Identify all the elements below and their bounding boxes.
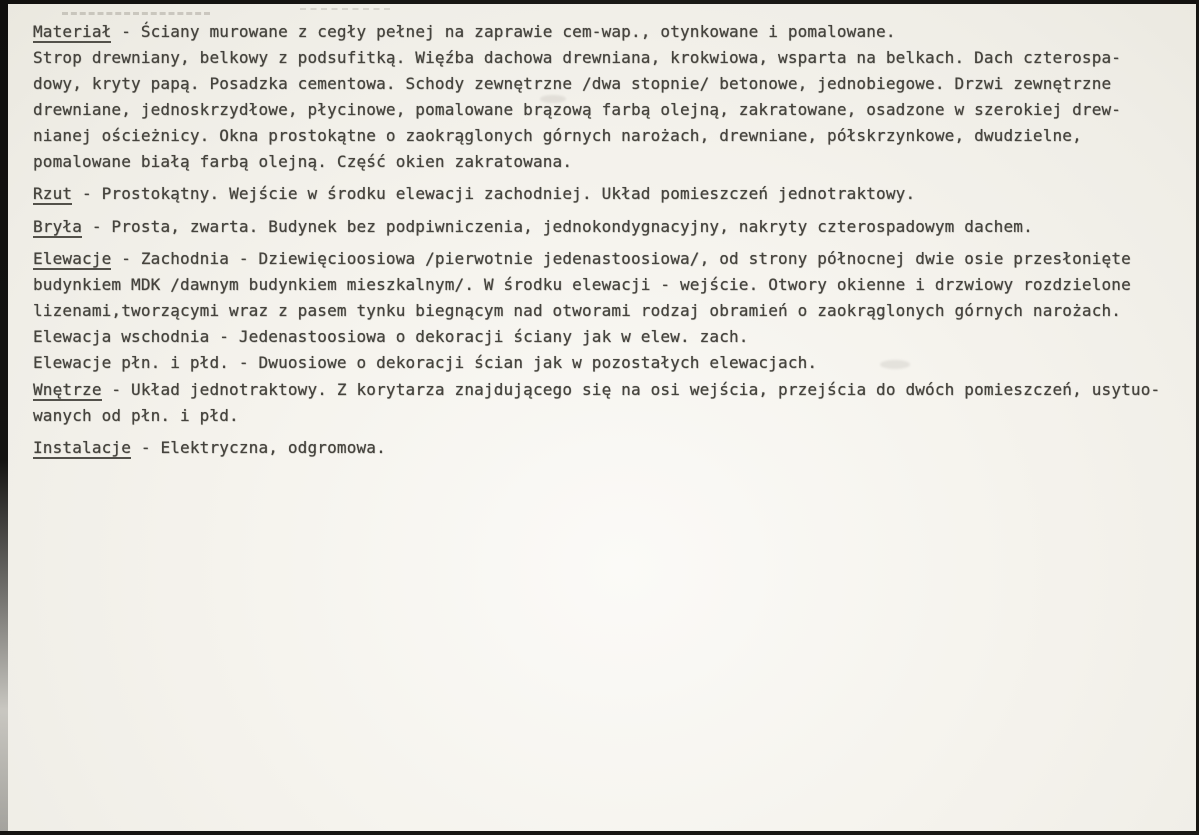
section-label-rzut: Rzut bbox=[33, 184, 73, 203]
section-rzut bbox=[33, 181, 1189, 207]
section-instalacje bbox=[33, 435, 1189, 461]
scan-artifact-dashes bbox=[62, 12, 210, 15]
text-line: Strop drewniany, belkowy z podsufitką. Więźba dachowa drewniana, krokwiowa, wsparta na belkach. Dach czterospa- bbox=[33, 48, 1122, 67]
text-run: - Ściany murowane z cegły pełnej na zaprawie cem-wap., otynkowane i pomalowane. bbox=[111, 22, 896, 41]
text-line: lizenami,tworzącymi wraz z pasem tynku biegnącym nad otworami rodzaj obramień o zaokrąglonych górnych narożach. bbox=[33, 301, 1122, 320]
typewritten-text bbox=[33, 19, 1189, 461]
text-line bbox=[33, 377, 1189, 403]
section-label-instalacje: Instalacje bbox=[33, 438, 132, 457]
scan-edge-bottom bbox=[0, 831, 1199, 835]
section-wnetrze bbox=[33, 377, 1189, 429]
section-label-bryla: Bryła bbox=[33, 217, 83, 236]
text-run: - Prosta, zwarta. Budynek bez podpiwniczenia, jednokondygnacyjny, nakryty czterospadowym dachem. bbox=[82, 217, 1033, 236]
section-label-material: Materiał bbox=[33, 22, 112, 41]
text-line bbox=[33, 246, 1189, 272]
scan-artifact-dashes bbox=[300, 8, 390, 10]
text-run: - Elektryczna, odgromowa. bbox=[131, 438, 386, 457]
text-line: dowy, kryty papą. Posadzka cementowa. Schody zewnętrzne /dwa stopnie/ betonowe, jednobiegowe. Drzwi zewnętrzne bbox=[33, 74, 1112, 93]
section-elewacje bbox=[33, 246, 1189, 376]
scan-edge-top bbox=[0, 0, 1199, 4]
section-label-elewacje: Elewacje bbox=[33, 249, 112, 268]
text-line: budynkiem MDK /dawnym budynkiem mieszkalnym/. W środku elewacji - wejście. Otwory okienne i drzwiowy rozdzielone bbox=[33, 275, 1131, 294]
text-line: nianej ościeżnicy. Okna prostokątne o zaokrąglonych górnych narożach, drewniane, półskrzynkowe, dwudzielne, bbox=[33, 126, 1082, 145]
text-line bbox=[33, 181, 1189, 207]
section-bryla bbox=[33, 214, 1189, 240]
text-line: pomalowane białą farbą olejną. Część okien zakratowana. bbox=[33, 152, 573, 171]
text-run: - Zachodnia - Dziewięcioosiowa /pierwotnie jedenastoosiowa/, od strony północnej dwie osie przesłonięte bbox=[111, 249, 1131, 268]
text-line: wanych od płn. i płd. bbox=[33, 406, 239, 425]
section-label-wnetrze: Wnętrze bbox=[33, 380, 102, 399]
section-material bbox=[33, 19, 1189, 175]
scan-edge-left bbox=[0, 0, 8, 835]
text-line: Elewacje płn. i płd. - Dwuosiowe o dekoracji ścian jak w pozostałych elewacjach. bbox=[33, 353, 818, 372]
text-run: - Prostokątny. Wejście w środku elewacji zachodniej. Układ pomieszczeń jednotraktowy. bbox=[72, 184, 916, 203]
text-line: drewniane, jednoskrzydłowe, płycinowe, pomalowane brązową farbą olejną, zakratowane, osadzone w szerokiej drew- bbox=[33, 100, 1122, 119]
text-line bbox=[33, 19, 1189, 45]
text-line bbox=[33, 214, 1189, 240]
text-run: - Układ jednotraktowy. Z korytarza znajdującego się na osi wejścia, przejścia do dwóch pomieszczeń, usytuo- bbox=[101, 380, 1161, 399]
text-line bbox=[33, 435, 1189, 461]
text-line: Elewacja wschodnia - Jedenastoosiowa o dekoracji ściany jak w elew. zach. bbox=[33, 327, 749, 346]
